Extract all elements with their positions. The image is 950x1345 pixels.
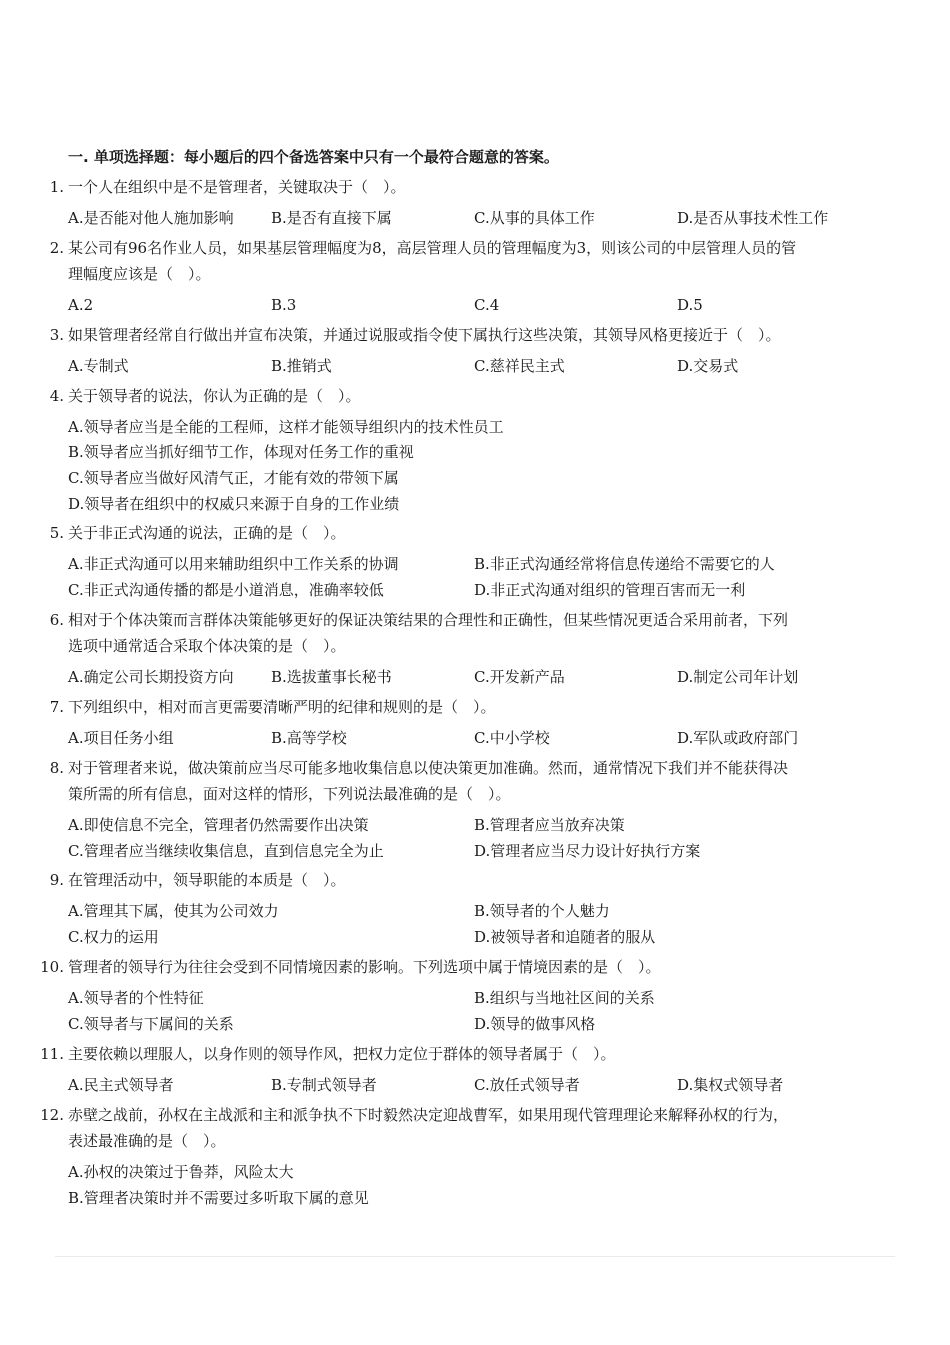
question-text: 如果管理者经常自行做出并宣布决策，并通过说服或指令使下属执行这些决策，其领导风格更接近于（ ）。 <box>68 326 781 344</box>
option-a[interactable]: A.领导者的个性特征 <box>68 989 204 1007</box>
question-text: 策所需的所有信息，面对这样的情形，下列说法最准确的是（ ）。 <box>68 785 511 803</box>
option-c[interactable]: C.非正式沟通传播的都是小道消息，准确率较低 <box>68 581 384 599</box>
option-list <box>0 1159 900 1211</box>
question-text: 关于非正式沟通的说法，正确的是（ ）。 <box>68 524 346 542</box>
question-text: 管理者的领导行为往往会受到不同情境因素的影响。下列选项中属于情境因素的是（ ）。 <box>68 958 661 976</box>
question-2 <box>0 235 900 318</box>
question-stem <box>0 235 900 261</box>
option-c[interactable]: C.领导者与下属间的关系 <box>68 1015 234 1033</box>
question-stem-continued <box>0 1128 900 1154</box>
question-stem <box>0 867 900 893</box>
option-a[interactable]: A.2 <box>68 296 94 314</box>
option-b[interactable]: B.高等学校 <box>271 729 347 747</box>
option-b[interactable]: B.推销式 <box>271 357 332 375</box>
option-c[interactable]: C.中小学校 <box>474 729 550 747</box>
question-number: 4. <box>49 387 64 405</box>
option-a[interactable]: A.即使信息不完全，管理者仍然需要作出决策 <box>68 816 369 834</box>
question-number: 3. <box>49 326 64 344</box>
option-b[interactable]: B.领导者的个人魅力 <box>474 902 610 920</box>
question-number: 2. <box>49 239 64 257</box>
question-1 <box>0 174 900 231</box>
question-stem <box>0 607 900 633</box>
option-d[interactable]: D.集权式领导者 <box>677 1076 784 1094</box>
question-number: 1. <box>49 178 64 196</box>
option-list <box>0 414 900 518</box>
option-d[interactable]: D.是否从事技术性工作 <box>677 209 829 227</box>
page-divider <box>55 1256 895 1257</box>
question-text: 某公司有96名作业人员，如果基层管理幅度为8，高层管理人员的管理幅度为3，则该公司的中层管理人员的管 <box>68 239 797 257</box>
option-a[interactable]: A.管理其下属，使其为公司效力 <box>68 902 279 920</box>
question-stem <box>0 322 900 348</box>
option-d[interactable]: D.领导的做事风格 <box>474 1015 596 1033</box>
option-b[interactable]: B.非正式沟通经常将信息传递给不需要它的人 <box>474 555 775 573</box>
option-b[interactable]: B.领导者应当抓好细节工作，体现对任务工作的重视 <box>68 443 414 461</box>
option-d[interactable]: D.5 <box>677 296 703 314</box>
option-a[interactable]: A.民主式领导者 <box>68 1076 174 1094</box>
option-d[interactable]: D.军队或政府部门 <box>677 729 799 747</box>
question-text: 理幅度应该是（ ）。 <box>68 265 211 283</box>
option-d[interactable]: D.非正式沟通对组织的管理百害而无一利 <box>474 581 746 599</box>
option-b[interactable]: B.管理者决策时并不需要过多听取下属的意见 <box>68 1189 369 1207</box>
option-c[interactable]: C.领导者应当做好风清气正，才能有效的带领下属 <box>68 469 399 487</box>
option-b[interactable]: B.3 <box>271 296 297 314</box>
question-number: 8. <box>49 759 64 777</box>
question-text: 对于管理者来说，做决策前应当尽可能多地收集信息以使决策更加准确。然而，通常情况下我们并不能获得决 <box>68 759 789 777</box>
question-text: 关于领导者的说法，你认为正确的是（ ）。 <box>68 387 361 405</box>
option-a[interactable]: A.非正式沟通可以用来辅助组织中工作关系的协调 <box>68 555 399 573</box>
question-text: 主要依赖以理服人，以身作则的领导作风，把权力定位于群体的领导者属于（ ）。 <box>68 1045 616 1063</box>
option-b[interactable]: B.专制式领导者 <box>271 1076 377 1094</box>
question-text: 下列组织中，相对而言更需要清晰严明的纪律和规则的是（ ）。 <box>68 698 496 716</box>
question-stem <box>0 1041 900 1067</box>
question-8 <box>0 755 900 864</box>
option-c[interactable]: C.慈祥民主式 <box>474 357 565 375</box>
option-list <box>0 985 900 1037</box>
question-number: 11. <box>40 1045 64 1063</box>
question-5 <box>0 520 900 603</box>
option-list <box>0 725 900 751</box>
question-7 <box>0 694 900 751</box>
question-11 <box>0 1041 900 1098</box>
question-4 <box>0 383 900 518</box>
option-b[interactable]: B.组织与当地社区间的关系 <box>474 989 655 1007</box>
option-a[interactable]: A.是否能对他人施加影响 <box>68 209 234 227</box>
question-number: 9. <box>49 871 64 889</box>
option-b[interactable]: B.是否有直接下属 <box>271 209 392 227</box>
question-number: 5. <box>49 524 64 542</box>
option-list <box>0 664 900 690</box>
option-c[interactable]: C.从事的具体工作 <box>474 209 595 227</box>
question-10 <box>0 954 900 1037</box>
option-list <box>0 812 900 864</box>
option-list <box>0 353 900 379</box>
question-stem <box>0 174 900 200</box>
option-c[interactable]: C.开发新产品 <box>474 668 565 686</box>
option-b[interactable]: B.选拔董事长秘书 <box>271 668 392 686</box>
question-text: 选项中通常适合采取个体决策的是（ ）。 <box>68 637 346 655</box>
option-c[interactable]: C.4 <box>474 296 500 314</box>
question-stem-continued <box>0 781 900 807</box>
question-text: 相对于个体决策而言群体决策能够更好的保证决策结果的合理性和正确性，但某些情况更适合采用前者，下列 <box>68 611 789 629</box>
question-text: 在管理活动中，领导职能的本质是（ ）。 <box>68 871 346 889</box>
question-stem <box>0 383 900 409</box>
question-text: 表述最准确的是（ ）。 <box>68 1132 226 1150</box>
question-12 <box>0 1102 900 1211</box>
option-c[interactable]: C.管理者应当继续收集信息，直到信息完全为止 <box>68 842 384 860</box>
question-9 <box>0 867 900 950</box>
option-list <box>0 1072 900 1098</box>
question-stem <box>0 954 900 980</box>
question-stem-continued <box>0 261 900 287</box>
option-list <box>0 898 900 950</box>
question-stem <box>0 520 900 546</box>
option-a[interactable]: A.孙权的决策过于鲁莽，风险太大 <box>68 1163 294 1181</box>
option-b[interactable]: B.管理者应当放弃决策 <box>474 816 625 834</box>
question-number: 10. <box>40 958 64 976</box>
option-c[interactable]: C.权力的运用 <box>68 928 159 946</box>
option-a[interactable]: A.专制式 <box>68 357 129 375</box>
question-text: 赤壁之战前，孙权在主战派和主和派争执不下时毅然决定迎战曹军，如果用现代管理理论来解释孙权的行为， <box>68 1106 789 1124</box>
option-list <box>0 292 900 318</box>
option-d[interactable]: D.交易式 <box>677 357 739 375</box>
option-list <box>0 205 900 231</box>
option-d[interactable]: D.制定公司年计划 <box>677 668 799 686</box>
question-number: 6. <box>49 611 64 629</box>
option-a[interactable]: A.领导者应当是全能的工程师，这样才能领导组织内的技术性员工 <box>68 418 504 436</box>
question-stem-continued <box>0 633 900 659</box>
question-text: 一个人在组织中是不是管理者，关键取决于（ ）。 <box>68 178 406 196</box>
question-number: 7. <box>49 698 64 716</box>
option-d[interactable]: D.被领导者和追随者的服从 <box>474 928 656 946</box>
question-stem <box>0 694 900 720</box>
question-stem <box>0 755 900 781</box>
option-list <box>0 551 900 603</box>
question-number: 12. <box>40 1106 64 1124</box>
option-c[interactable]: C.放任式领导者 <box>474 1076 580 1094</box>
option-a[interactable]: A.项目任务小组 <box>68 729 174 747</box>
question-6 <box>0 607 900 690</box>
question-stem <box>0 1102 900 1128</box>
option-a[interactable]: A.确定公司长期投资方向 <box>68 668 234 686</box>
question-3 <box>0 322 900 379</box>
section-title: 一. 单项选择题：每小题后的四个备选答案中只有一个最符合题意的答案。 <box>68 148 559 166</box>
option-d[interactable]: D.管理者应当尽力设计好执行方案 <box>474 842 701 860</box>
option-d[interactable]: D.领导者在组织中的权威只来源于自身的工作业绩 <box>68 495 400 513</box>
